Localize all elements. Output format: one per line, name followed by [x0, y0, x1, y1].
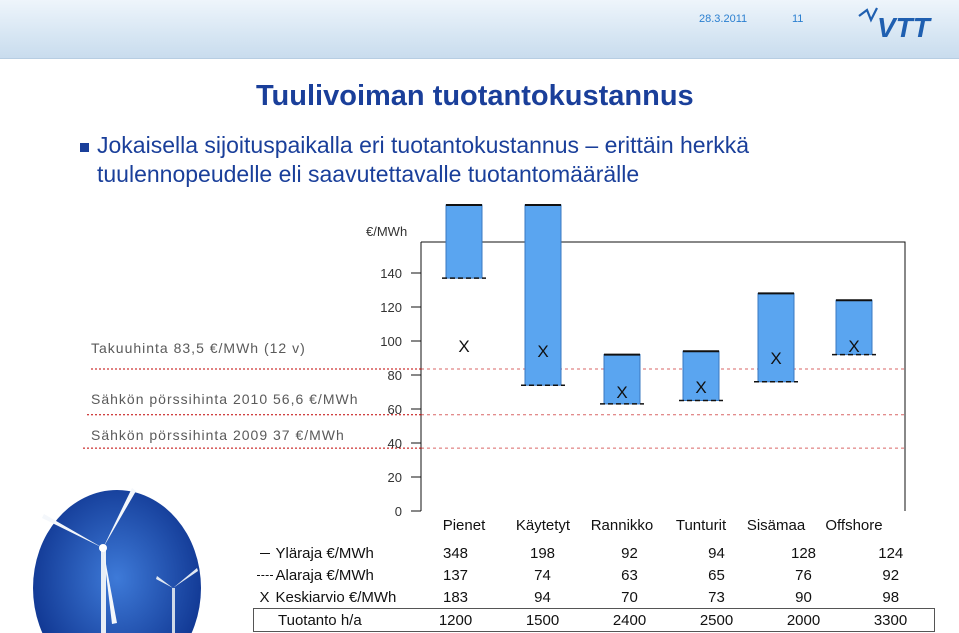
reference-label-2010: Sähkön pörssihinta 2010 56,6 €/MWh [91, 391, 359, 407]
data-table [253, 542, 935, 632]
x-marker-icon: X [259, 588, 270, 606]
table-row-lower: Alaraja €/MWh 137 74 63 65 76 92 [254, 564, 935, 586]
category-label-0: Pienet [442, 517, 486, 534]
plot-frame [421, 242, 905, 511]
bar-pienet [446, 205, 482, 278]
y-tick-label-140: 140 [380, 266, 402, 281]
page-number: 11 [792, 13, 804, 25]
slide-date: 28.3.2011 [699, 13, 748, 25]
category-label-4: Sisämaa [746, 517, 806, 534]
solid-line-icon [260, 553, 270, 554]
mean-marker-0: X [458, 337, 470, 356]
category-label-5: Offshore [825, 517, 883, 534]
mean-marker-5: X [848, 337, 860, 356]
dashed-line-icon [257, 575, 273, 576]
y-tick-label-60: 60 [387, 402, 402, 417]
mean-marker-4: X [770, 349, 782, 368]
reference-label-2009: Sähkön pörssihinta 2009 37 €/MWh [91, 427, 345, 443]
category-label-2: Rannikko [590, 517, 654, 534]
y-tick-label-80: 80 [387, 368, 402, 383]
mean-marker-3: X [695, 377, 707, 397]
mean-marker-2: X [616, 383, 628, 402]
table-row-upper: Yläraja €/MWh 348 198 92 94 128 124 [254, 542, 935, 564]
y-tick-label-120: 120 [380, 300, 402, 315]
y-tick-label-20: 20 [387, 470, 402, 485]
y-tick-label-100: 100 [380, 334, 402, 349]
table-row-mean: X Keskiarvio €/MWh 183 94 70 73 90 98 [254, 586, 935, 609]
wind-turbine-image [32, 488, 202, 633]
y-unit-label: €/MWh [366, 224, 408, 239]
category-label-1: Käytetyt [515, 517, 571, 534]
mean-marker-1: X [537, 342, 549, 362]
y-tick-label-0: 0 [394, 504, 402, 519]
bar-sisämaa [758, 293, 794, 381]
bullet-text: Jokaisella sijoituspaikalla eri tuotantokustannus – erittäin herkkä tuulennopeudelle eli saavutettavalle tuotantomäärälle [97, 132, 750, 187]
page-title: Tuulivoiman tuotantokustannus [256, 80, 694, 112]
category-label-3: Tunturit [675, 517, 727, 534]
logo-text: VTT [877, 12, 930, 42]
reference-label-guarantee: Takuuhinta 83,5 €/MWh (12 v) [91, 340, 306, 356]
table-row-production: Tuotanto h/a 1200 1500 2400 2500 2000 3300 [254, 609, 935, 632]
y-tick-label-40: 40 [387, 436, 402, 451]
